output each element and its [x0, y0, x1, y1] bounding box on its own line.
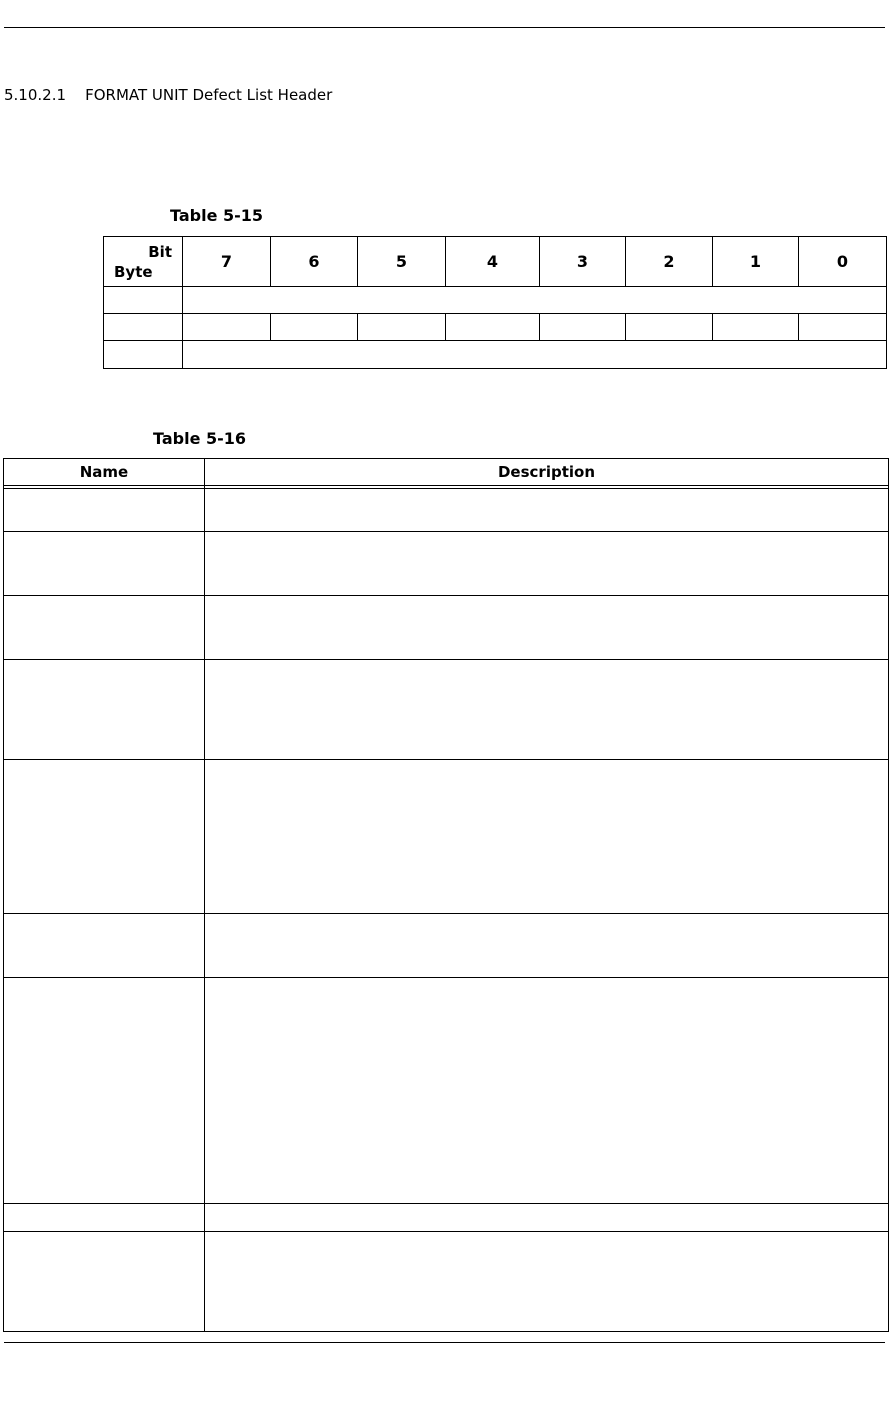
top-rule — [4, 27, 885, 28]
table-row — [4, 1232, 889, 1332]
name-cell — [4, 914, 205, 978]
bit-1-header: 1 — [713, 237, 799, 287]
bit-cell — [183, 314, 271, 341]
table-row — [4, 760, 889, 914]
bit-3-header: 3 — [540, 237, 626, 287]
defect-list-header-table — [103, 236, 887, 369]
table-row — [4, 660, 889, 760]
field-cell — [183, 341, 887, 369]
bit-0-header: 0 — [799, 237, 887, 287]
byte-label: Byte — [114, 262, 153, 281]
bit-4-header: 4 — [446, 237, 540, 287]
description-cell — [205, 489, 889, 532]
description-cell — [205, 1204, 889, 1232]
description-cell — [205, 978, 889, 1204]
name-cell — [4, 596, 205, 660]
table-row — [4, 489, 889, 532]
bottom-rule — [4, 1342, 885, 1343]
name-cell — [4, 978, 205, 1204]
description-cell — [205, 914, 889, 978]
table-row — [4, 978, 889, 1204]
name-cell — [4, 1204, 205, 1232]
field-cell — [183, 287, 887, 314]
description-cell — [205, 660, 889, 760]
name-cell — [4, 760, 205, 914]
bit-header-row — [104, 237, 887, 287]
table-row — [4, 596, 889, 660]
description-cell — [205, 1232, 889, 1332]
name-cell — [4, 660, 205, 760]
bit-byte-cell — [104, 237, 183, 287]
name-cell — [4, 1232, 205, 1332]
bit-cell — [446, 314, 540, 341]
table-row — [104, 341, 887, 369]
table-row — [104, 314, 887, 341]
table-row — [104, 287, 887, 314]
name-cell — [4, 532, 205, 596]
bit-cell — [713, 314, 799, 341]
table-row — [4, 532, 889, 596]
bit-label: Bit — [148, 242, 172, 261]
description-cell — [205, 532, 889, 596]
byte-cell — [104, 287, 183, 314]
table-5-15-caption: Table 5-15 — [170, 206, 264, 225]
description-cell — [205, 760, 889, 914]
bit-cell — [540, 314, 626, 341]
byte-cell — [104, 314, 183, 341]
byte-cell — [104, 341, 183, 369]
table-row — [4, 914, 889, 978]
table-5-16-caption: Table 5-16 — [153, 429, 247, 448]
table-row — [4, 1204, 889, 1232]
name-column-header: Name — [4, 459, 205, 486]
bit-cell — [799, 314, 887, 341]
description-column-header: Description — [205, 459, 889, 486]
section-title: FORMAT UNIT Defect List Header — [85, 86, 333, 104]
section-number: 5.10.2.1 — [4, 86, 67, 104]
bit-5-header: 5 — [358, 237, 446, 287]
bit-6-header: 6 — [271, 237, 358, 287]
bit-cell — [358, 314, 446, 341]
bit-7-header: 7 — [183, 237, 271, 287]
section-heading — [4, 86, 332, 104]
bit-2-header: 2 — [626, 237, 713, 287]
description-cell — [205, 596, 889, 660]
bit-cell — [271, 314, 358, 341]
bit-cell — [626, 314, 713, 341]
field-description-table — [3, 458, 889, 1332]
name-cell — [4, 489, 205, 532]
header-row — [4, 459, 889, 486]
